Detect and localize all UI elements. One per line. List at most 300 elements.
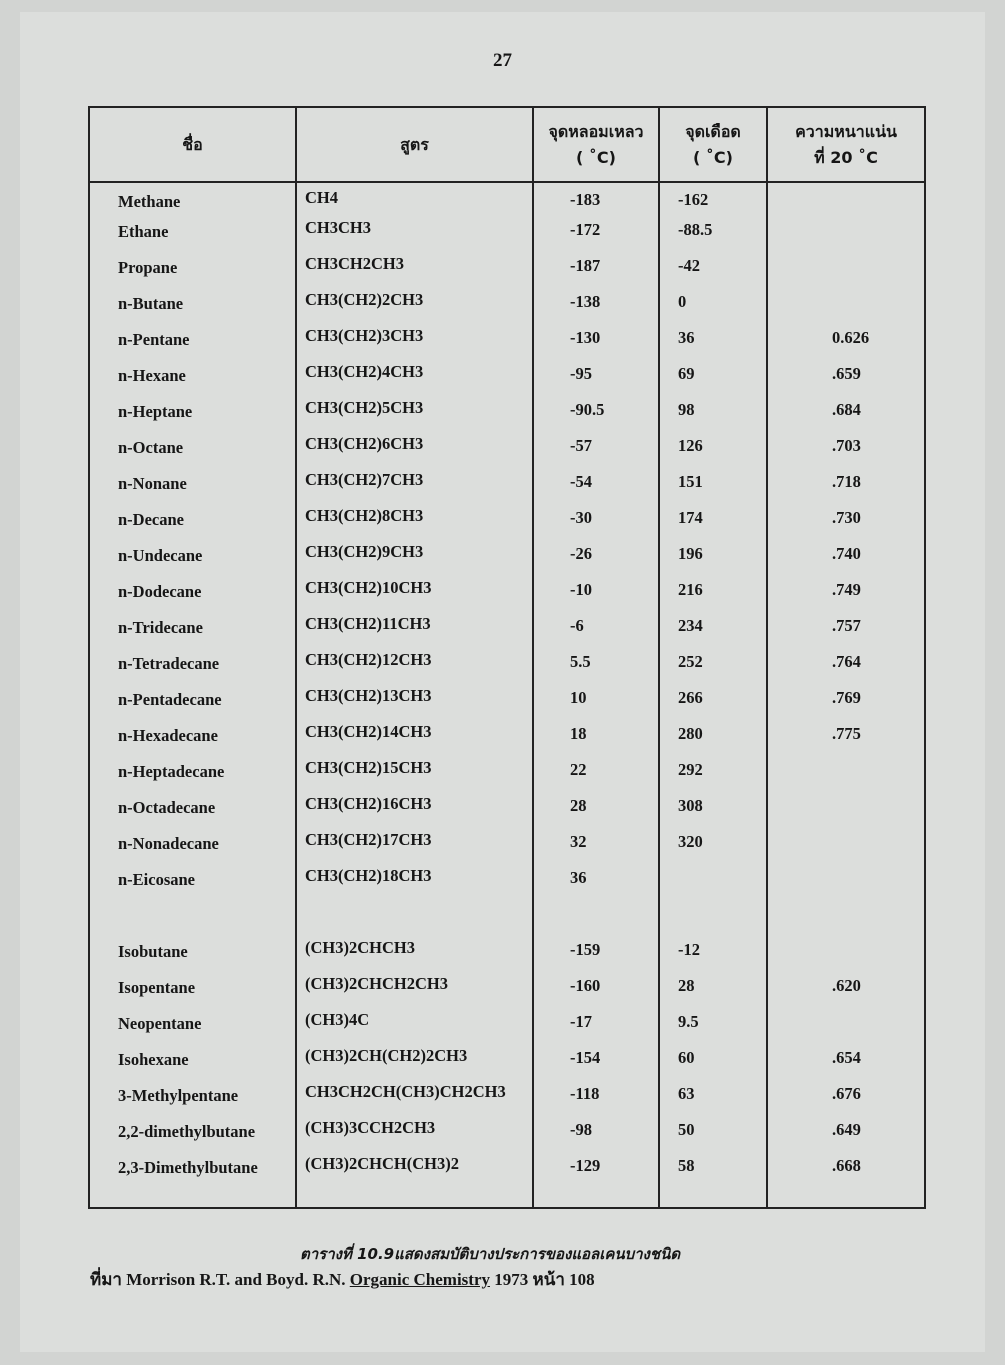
name-cell-text: Isohexane: [118, 1050, 189, 1069]
name-cell: [89, 471, 296, 507]
melting-point-cell-text: 5.5: [570, 652, 591, 671]
name-cell-text: n-Octane: [118, 438, 184, 457]
density-cell: [767, 399, 925, 435]
table-row: [89, 1119, 925, 1155]
name-cell-text: n-Dodecane: [118, 582, 202, 601]
boiling-point-cell: [659, 867, 767, 903]
formula-cell-text: CH3(CH2)3CH3: [305, 326, 424, 345]
boiling-point-cell: [659, 651, 767, 687]
melting-point-cell-text: -154: [570, 1048, 601, 1067]
name-cell-text: Isobutane: [118, 942, 188, 961]
boiling-point-cell-text: 151: [678, 472, 703, 491]
melting-point-cell: [533, 759, 659, 795]
melting-point-cell: [533, 219, 659, 255]
table-row: [89, 615, 925, 651]
boiling-point-cell: [659, 975, 767, 1011]
formula-cell: [296, 219, 533, 255]
melting-point-cell-text: -6: [570, 616, 584, 635]
melting-point-cell-text: -130: [570, 328, 601, 347]
formula-cell: [296, 327, 533, 363]
melting-point-cell-text: -129: [570, 1156, 601, 1175]
density-cell: [767, 507, 925, 543]
melting-point-cell-text: -54: [570, 472, 592, 491]
formula-cell: [296, 651, 533, 687]
table-row: [89, 1011, 925, 1047]
boiling-point-cell: [659, 543, 767, 579]
name-cell: [89, 327, 296, 363]
formula-cell-text: CH3(CH2)9CH3: [305, 542, 424, 561]
formula-cell: [296, 867, 533, 903]
formula-cell: [296, 831, 533, 867]
header-melting-point-line1: จุดหลอมเหลว: [548, 121, 644, 141]
name-cell: [89, 291, 296, 327]
table-row: [89, 975, 925, 1011]
density-cell: [767, 687, 925, 723]
header-melting-point-line2: ( ˚C): [576, 147, 616, 167]
table-row: [89, 1047, 925, 1083]
name-cell: [89, 759, 296, 795]
formula-cell-text: CH3(CH2)2CH3: [305, 290, 424, 309]
boiling-point-cell: [659, 435, 767, 471]
boiling-point-cell: [659, 579, 767, 615]
header-boiling-point: [659, 107, 767, 182]
table-row: [89, 939, 925, 975]
boiling-point-cell: [659, 687, 767, 723]
melting-point-cell: [533, 291, 659, 327]
melting-point-cell: [533, 723, 659, 759]
name-cell: [89, 543, 296, 579]
boiling-point-cell-text: 234: [678, 616, 703, 635]
name-cell: [89, 399, 296, 435]
density-cell: [767, 182, 925, 219]
boiling-point-cell: [659, 1011, 767, 1047]
formula-cell: [296, 795, 533, 831]
name-cell-text: n-Tetradecane: [118, 654, 220, 673]
formula-cell: [296, 615, 533, 651]
header-name-line: ชื่อ: [182, 134, 203, 154]
name-cell: [89, 939, 296, 975]
name-cell-text: n-Hexadecane: [118, 726, 218, 745]
name-cell-text: n-Heptadecane: [118, 762, 225, 781]
density-cell: [767, 1155, 925, 1208]
formula-cell-text: (CH3)2CHCH3: [305, 938, 415, 957]
boiling-point-cell: [659, 759, 767, 795]
name-cell: [89, 1047, 296, 1083]
melting-point-cell-text: -90.5: [570, 400, 605, 419]
boiling-point-cell-text: 9.5: [678, 1012, 699, 1031]
melting-point-cell: [533, 579, 659, 615]
formula-cell: [296, 363, 533, 399]
density-cell-text: 0.626: [832, 328, 870, 347]
name-cell: [89, 1011, 296, 1047]
name-cell: [89, 182, 296, 219]
density-cell: [767, 543, 925, 579]
density-cell-text: .757: [832, 616, 861, 635]
formula-cell: [296, 471, 533, 507]
melting-point-cell: [533, 939, 659, 975]
melting-point-cell-text: -10: [570, 580, 592, 599]
formula-cell: [296, 903, 533, 939]
table-row: [89, 471, 925, 507]
melting-point-cell: [533, 1047, 659, 1083]
boiling-point-cell-text: 98: [678, 400, 695, 419]
boiling-point-cell-text: 50: [678, 1120, 695, 1139]
melting-point-cell-text: 28: [570, 796, 587, 815]
boiling-point-cell: [659, 507, 767, 543]
name-cell: [89, 687, 296, 723]
melting-point-cell: [533, 1083, 659, 1119]
formula-cell: [296, 579, 533, 615]
melting-point-cell-text: 22: [570, 760, 587, 779]
formula-cell-text: (CH3)4C: [305, 1010, 370, 1029]
table-body: [89, 182, 925, 1208]
table-row: [89, 1083, 925, 1119]
header-density-line2: ที่ 20 ˚C: [814, 147, 878, 167]
header-melting-point: [533, 107, 659, 182]
header-density-line1: ความหนาแน่น: [795, 121, 897, 141]
table-row: [89, 435, 925, 471]
formula-cell-text: CH3(CH2)12CH3: [305, 650, 432, 669]
boiling-point-cell-text: -12: [678, 940, 700, 959]
boiling-point-cell: [659, 327, 767, 363]
melting-point-cell-text: -187: [570, 256, 601, 275]
boiling-point-cell: [659, 182, 767, 219]
density-cell: [767, 615, 925, 651]
source-prefix: ที่มา: [90, 1270, 122, 1289]
name-cell: [89, 831, 296, 867]
formula-cell: [296, 255, 533, 291]
source-authors: Morrison R.T. and Boyd. R.N.: [126, 1270, 346, 1289]
name-cell-text: n-Nonadecane: [118, 834, 219, 853]
boiling-point-cell-text: 252: [678, 652, 703, 671]
melting-point-cell: [533, 1119, 659, 1155]
boiling-point-cell-text: 28: [678, 976, 695, 995]
melting-point-cell: [533, 903, 659, 939]
density-cell-text: .718: [832, 472, 861, 491]
formula-cell-text: CH3(CH2)14CH3: [305, 722, 432, 741]
melting-point-cell: [533, 615, 659, 651]
source-citation: [90, 1266, 595, 1293]
formula-cell: [296, 291, 533, 327]
formula-cell-text: CH3(CH2)15CH3: [305, 758, 432, 777]
formula-cell-text: CH3(CH2)18CH3: [305, 866, 432, 885]
name-cell: [89, 1119, 296, 1155]
table-row: [89, 399, 925, 435]
density-cell: [767, 903, 925, 939]
name-cell: [89, 975, 296, 1011]
name-cell: [89, 435, 296, 471]
formula-cell: [296, 687, 533, 723]
table-row: [89, 867, 925, 903]
formula-cell-text: CH3(CH2)5CH3: [305, 398, 424, 417]
name-cell-text: Methane: [118, 192, 181, 211]
boiling-point-cell-text: 126: [678, 436, 703, 455]
density-cell: [767, 831, 925, 867]
formula-cell-text: CH3(CH2)17CH3: [305, 830, 432, 849]
density-cell: [767, 975, 925, 1011]
density-cell: [767, 939, 925, 975]
density-cell: [767, 255, 925, 291]
melting-point-cell-text: -26: [570, 544, 592, 563]
boiling-point-cell: [659, 1119, 767, 1155]
melting-point-cell-text: -30: [570, 508, 592, 527]
header-boiling-point-line2: ( ˚C): [693, 147, 733, 167]
formula-cell-text: CH3CH2CH(CH3)CH2CH3: [305, 1082, 506, 1101]
table-header-row: [89, 107, 925, 182]
name-cell: [89, 255, 296, 291]
header-density: [767, 107, 925, 182]
name-cell-text: n-Octadecane: [118, 798, 216, 817]
density-cell-text: .668: [832, 1156, 861, 1175]
boiling-point-cell: [659, 1047, 767, 1083]
melting-point-cell: [533, 975, 659, 1011]
name-cell-text: n-Tridecane: [118, 618, 203, 637]
melting-point-cell-text: 18: [570, 724, 587, 743]
formula-cell: [296, 182, 533, 219]
density-cell-text: .620: [832, 976, 861, 995]
name-cell: [89, 363, 296, 399]
table-row: [89, 795, 925, 831]
formula-cell: [296, 1047, 533, 1083]
table-row: [89, 579, 925, 615]
table-row: [89, 543, 925, 579]
boiling-point-cell: [659, 363, 767, 399]
boiling-point-cell-text: 196: [678, 544, 703, 563]
formula-cell-text: CH3(CH2)11CH3: [305, 614, 431, 633]
name-cell-text: 3-Methylpentane: [118, 1086, 239, 1105]
melting-point-cell-text: -98: [570, 1120, 592, 1139]
melting-point-cell-text: -95: [570, 364, 592, 383]
formula-cell: [296, 1083, 533, 1119]
melting-point-cell-text: 10: [570, 688, 587, 707]
table-row: [89, 651, 925, 687]
table-row: [89, 687, 925, 723]
density-cell-text: .676: [832, 1084, 861, 1103]
melting-point-cell-text: -138: [570, 292, 601, 311]
name-cell-text: Propane: [118, 258, 178, 277]
name-cell-text: n-Butane: [118, 294, 184, 313]
melting-point-cell: [533, 795, 659, 831]
table-row: [89, 507, 925, 543]
density-cell-text: .775: [832, 724, 861, 743]
boiling-point-cell-text: 0: [678, 292, 687, 311]
density-cell: [767, 651, 925, 687]
name-cell-text: n-Eicosane: [118, 870, 196, 889]
header-formula-line: สูตร: [400, 134, 429, 154]
boiling-point-cell: [659, 903, 767, 939]
name-cell: [89, 1083, 296, 1119]
name-cell: [89, 903, 296, 939]
melting-point-cell: [533, 255, 659, 291]
melting-point-cell-text: -159: [570, 940, 601, 959]
formula-cell: [296, 1155, 533, 1208]
density-cell: [767, 795, 925, 831]
boiling-point-cell-text: 36: [678, 328, 695, 347]
formula-cell-text: CH3(CH2)6CH3: [305, 434, 424, 453]
melting-point-cell: [533, 687, 659, 723]
name-cell: [89, 795, 296, 831]
melting-point-cell: [533, 435, 659, 471]
formula-cell-text: (CH3)3CCH2CH3: [305, 1118, 436, 1137]
source-year: 1973: [494, 1270, 529, 1289]
melting-point-cell: [533, 831, 659, 867]
density-cell: [767, 327, 925, 363]
melting-point-cell: [533, 182, 659, 219]
table-row: [89, 219, 925, 255]
density-cell-text: .703: [832, 436, 861, 455]
name-cell-text: 2,3-Dimethylbutane: [118, 1158, 258, 1177]
density-cell: [767, 219, 925, 255]
name-cell-text: n-Pentadecane: [118, 690, 222, 709]
name-cell: [89, 219, 296, 255]
formula-cell-text: CH3(CH2)16CH3: [305, 794, 432, 813]
name-cell-text: n-Undecane: [118, 546, 203, 565]
spacer-row: [89, 903, 925, 939]
formula-cell: [296, 543, 533, 579]
density-cell-text: .649: [832, 1120, 861, 1139]
table-row: [89, 327, 925, 363]
boiling-point-cell-text: 63: [678, 1084, 695, 1103]
boiling-point-cell-text: -162: [678, 190, 709, 209]
melting-point-cell: [533, 543, 659, 579]
name-cell: [89, 579, 296, 615]
density-cell-text: .684: [832, 400, 861, 419]
table-row: [89, 1155, 925, 1208]
density-cell-text: .654: [832, 1048, 861, 1067]
boiling-point-cell: [659, 939, 767, 975]
name-cell-text: n-Hexane: [118, 366, 186, 385]
formula-cell-text: (CH3)2CHCH2CH3: [305, 974, 448, 993]
density-cell: [767, 291, 925, 327]
density-cell-text: .730: [832, 508, 861, 527]
formula-cell: [296, 435, 533, 471]
boiling-point-cell: [659, 615, 767, 651]
boiling-point-cell-text: 60: [678, 1048, 695, 1067]
melting-point-cell: [533, 1155, 659, 1208]
formula-cell: [296, 759, 533, 795]
density-cell-text: .659: [832, 364, 861, 383]
boiling-point-cell-text: 266: [678, 688, 703, 707]
boiling-point-cell-text: 58: [678, 1156, 695, 1175]
density-cell-text: .740: [832, 544, 861, 563]
formula-cell: [296, 975, 533, 1011]
density-cell: [767, 471, 925, 507]
density-cell: [767, 867, 925, 903]
boiling-point-cell-text: -42: [678, 256, 700, 275]
boiling-point-cell-text: 216: [678, 580, 703, 599]
formula-cell-text: CH3(CH2)13CH3: [305, 686, 432, 705]
table-caption: ตารางที่ 10.9แสดงสมบัติบางประการของแอลเคนบางชนิด: [300, 1245, 681, 1263]
formula-cell-text: (CH3)2CH(CH2)2CH3: [305, 1046, 468, 1065]
alkane-properties-table: [88, 106, 926, 1209]
boiling-point-cell: [659, 1083, 767, 1119]
table-row: [89, 831, 925, 867]
formula-cell: [296, 1011, 533, 1047]
name-cell-text: n-Heptane: [118, 402, 193, 421]
boiling-point-cell-text: 308: [678, 796, 703, 815]
boiling-point-cell: [659, 255, 767, 291]
formula-cell: [296, 507, 533, 543]
boiling-point-cell-text: 174: [678, 508, 703, 527]
density-cell: [767, 723, 925, 759]
density-cell: [767, 1083, 925, 1119]
source-page-label: หน้า: [532, 1270, 565, 1289]
melting-point-cell: [533, 399, 659, 435]
melting-point-cell-text: -118: [570, 1084, 600, 1103]
melting-point-cell-text: -57: [570, 436, 592, 455]
boiling-point-cell: [659, 723, 767, 759]
header-name: [89, 107, 296, 182]
melting-point-cell-text: -160: [570, 976, 601, 995]
name-cell: [89, 615, 296, 651]
name-cell: [89, 507, 296, 543]
melting-point-cell-text: 36: [570, 868, 587, 887]
boiling-point-cell-text: 292: [678, 760, 703, 779]
name-cell: [89, 651, 296, 687]
formula-cell-text: CH3(CH2)10CH3: [305, 578, 432, 597]
formula-cell-text: CH3(CH2)8CH3: [305, 506, 424, 525]
name-cell: [89, 1155, 296, 1208]
name-cell-text: n-Nonane: [118, 474, 187, 493]
formula-cell: [296, 723, 533, 759]
name-cell-text: Isopentane: [118, 978, 196, 997]
boiling-point-cell: [659, 219, 767, 255]
density-cell: [767, 1011, 925, 1047]
density-cell: [767, 579, 925, 615]
name-cell-text: n-Pentane: [118, 330, 190, 349]
melting-point-cell-text: -172: [570, 220, 601, 239]
formula-cell: [296, 939, 533, 975]
melting-point-cell: [533, 471, 659, 507]
table-row: [89, 182, 925, 219]
name-cell-text: n-Decane: [118, 510, 184, 529]
formula-cell-text: CH3(CH2)7CH3: [305, 470, 424, 489]
table-row: [89, 363, 925, 399]
melting-point-cell: [533, 1011, 659, 1047]
table-row: [89, 759, 925, 795]
formula-cell-text: CH3CH2CH3: [305, 254, 404, 273]
melting-point-cell: [533, 867, 659, 903]
boiling-point-cell-text: 69: [678, 364, 695, 383]
density-cell: [767, 759, 925, 795]
source-title: Organic Chemistry: [349, 1270, 490, 1289]
density-cell: [767, 363, 925, 399]
density-cell-text: .764: [832, 652, 861, 671]
melting-point-cell-text: -17: [570, 1012, 592, 1031]
formula-cell: [296, 399, 533, 435]
boiling-point-cell: [659, 1155, 767, 1208]
name-cell-text: 2,2-dimethylbutane: [118, 1122, 256, 1141]
melting-point-cell-text: 32: [570, 832, 587, 851]
table-row: [89, 255, 925, 291]
melting-point-cell: [533, 507, 659, 543]
name-cell: [89, 723, 296, 759]
density-cell: [767, 1119, 925, 1155]
formula-cell: [296, 1119, 533, 1155]
formula-cell-text: (CH3)2CHCH(CH3)2: [305, 1154, 459, 1173]
page-number: 27: [493, 50, 512, 71]
table-row: [89, 723, 925, 759]
boiling-point-cell: [659, 291, 767, 327]
melting-point-cell: [533, 651, 659, 687]
melting-point-cell: [533, 327, 659, 363]
melting-point-cell-text: -183: [570, 190, 601, 209]
name-cell-text: Neopentane: [118, 1014, 202, 1033]
melting-point-cell: [533, 363, 659, 399]
boiling-point-cell: [659, 399, 767, 435]
density-cell-text: .749: [832, 580, 861, 599]
name-cell: [89, 867, 296, 903]
